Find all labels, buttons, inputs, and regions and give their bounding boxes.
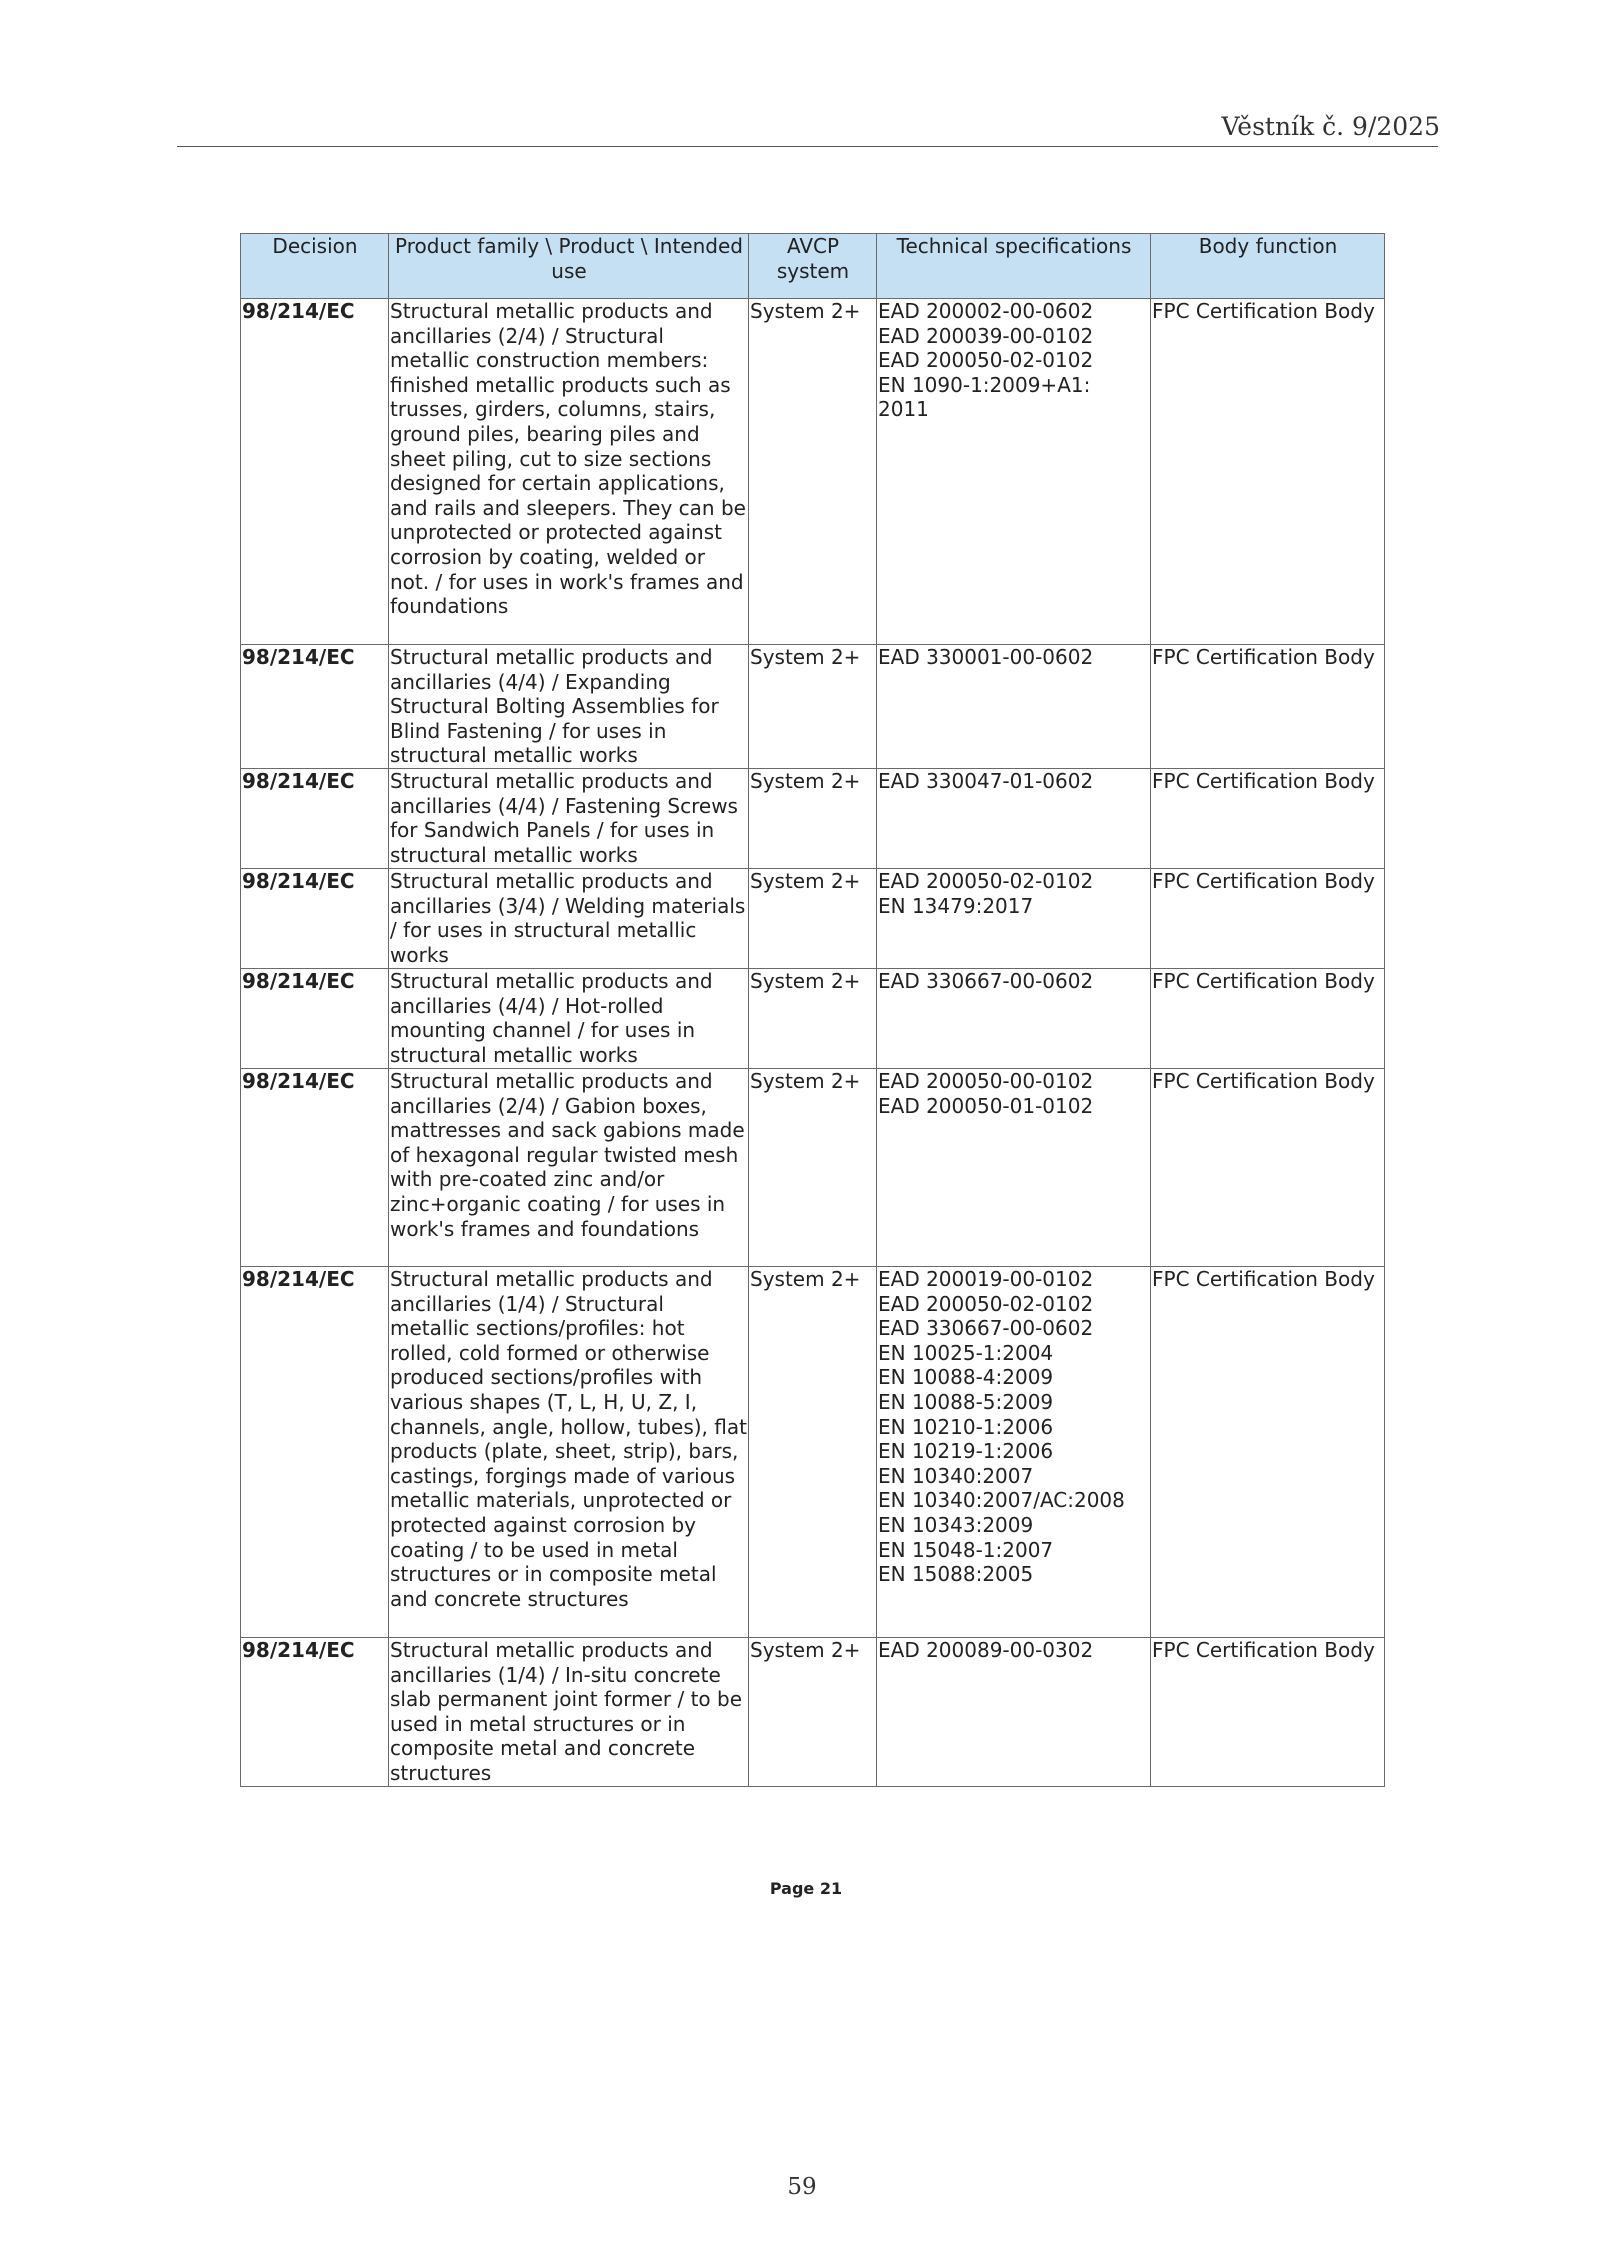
avcp-cell: System 2+ [749, 299, 877, 645]
table-row [241, 1638, 1385, 1787]
decision-cell: 98/214/EC [241, 769, 389, 869]
specifications-cell: EAD 200050-02-0102 EN 13479:2017 [877, 869, 1151, 969]
table-row [241, 645, 1385, 769]
specifications-cell: EAD 200019-00-0102 EAD 200050-02-0102 EAD 330667-00-0602 EN 10025-1:2004 EN 10088-4:2009 EN 10088-5:2009 EN 10210-1:2006 EN 10219-1:2006 EN 10340:2007 EN 10340:2007/AC:2008 EN 10343:2009 EN 15048-1:2007 EN 15088:2005 [877, 1267, 1151, 1638]
product-cell: Structural metallic products and ancillaries (4/4) / Expanding Structural Bolting Assemblies for Blind Fastening / for uses in structural metallic works [389, 645, 749, 769]
body-function-cell: FPC Certification Body [1151, 769, 1385, 869]
avcp-cell: System 2+ [749, 969, 877, 1069]
body-function-cell: FPC Certification Body [1151, 1638, 1385, 1787]
specifications-cell: EAD 200002-00-0602 EAD 200039-00-0102 EAD 200050-02-0102 EN 1090-1:2009+A1: 2011 [877, 299, 1151, 645]
body-function-cell: FPC Certification Body [1151, 869, 1385, 969]
table-row [241, 1267, 1385, 1638]
avcp-cell: System 2+ [749, 645, 877, 769]
product-cell: Structural metallic products and ancillaries (1/4) / In-situ concrete slab permanent joint former / to be used in metal structures or in composite metal and concrete structures [389, 1638, 749, 1787]
body-function-cell: FPC Certification Body [1151, 1267, 1385, 1638]
product-cell: Structural metallic products and ancillaries (4/4) / Hot-rolled mounting channel / for uses in structural metallic works [389, 969, 749, 1069]
decision-cell: 98/214/EC [241, 1638, 389, 1787]
product-cell: Structural metallic products and ancillaries (3/4) / Welding materials / for uses in structural metallic works [389, 869, 749, 969]
table-row [241, 869, 1385, 969]
avcp-cell: System 2+ [749, 1069, 877, 1267]
decision-cell: 98/214/EC [241, 645, 389, 769]
table-row [241, 769, 1385, 869]
column-header-specifications: Technical specifications [877, 234, 1151, 299]
avcp-cell: System 2+ [749, 1638, 877, 1787]
specifications-cell: EAD 200050-00-0102 EAD 200050-01-0102 [877, 1069, 1151, 1267]
page-label: Page 21 [769, 1879, 843, 1898]
table-header-row [241, 234, 1385, 299]
column-header-product: Product family \ Product \ Intended use [389, 234, 749, 299]
avcp-cell: System 2+ [749, 869, 877, 969]
decision-cell: 98/214/EC [241, 299, 389, 645]
column-header-avcp: AVCP system [749, 234, 877, 299]
product-cell: Structural metallic products and ancillaries (1/4) / Structural metallic sections/profiles: hot rolled, cold formed or otherwise produced sections/profiles with various shapes (T, L, H, U, Z, I, channels, angle, hollow, tubes), flat products (plate, sheet, strip), bars, castings, forgings made of various metallic materials, unprotected or protected against corrosion by coating / to be used in metal structures or in composite metal and concrete structures [389, 1267, 749, 1638]
decision-cell: 98/214/EC [241, 969, 389, 1069]
decision-cell: 98/214/EC [241, 1267, 389, 1638]
table-row [241, 1069, 1385, 1267]
product-cell: Structural metallic products and ancillaries (2/4) / Structural metallic construction members: finished metallic products such as trusses, girders, columns, stairs, ground piles, bearing piles and sheet piling, cut to size sections designed for certain applications, and rails and sleepers. They can be unprotected or protected against corrosion by coating, welded or not. / for uses in work's frames and foundations [389, 299, 749, 645]
specifications-cell: EAD 200089-00-0302 [877, 1638, 1151, 1787]
specifications-cell: EAD 330047-01-0602 [877, 769, 1151, 869]
specifications-cell: EAD 330001-00-0602 [877, 645, 1151, 769]
decision-cell: 98/214/EC [241, 869, 389, 969]
bulletin-title: Věstník č. 9/2025 [1221, 112, 1440, 141]
page-number: 59 [787, 2174, 817, 2200]
product-cell: Structural metallic products and ancillaries (4/4) / Fastening Screws for Sandwich Panels / for uses in structural metallic works [389, 769, 749, 869]
header-rule [177, 146, 1438, 147]
avcp-cell: System 2+ [749, 1267, 877, 1638]
body-function-cell: FPC Certification Body [1151, 299, 1385, 645]
table-row [241, 969, 1385, 1069]
certification-table [240, 233, 1385, 1787]
body-function-cell: FPC Certification Body [1151, 1069, 1385, 1267]
column-header-body-function: Body function [1151, 234, 1385, 299]
body-function-cell: FPC Certification Body [1151, 969, 1385, 1069]
decision-cell: 98/214/EC [241, 1069, 389, 1267]
table-row [241, 299, 1385, 645]
avcp-cell: System 2+ [749, 769, 877, 869]
specifications-cell: EAD 330667-00-0602 [877, 969, 1151, 1069]
body-function-cell: FPC Certification Body [1151, 645, 1385, 769]
column-header-decision: Decision [241, 234, 389, 299]
product-cell: Structural metallic products and ancillaries (2/4) / Gabion boxes, mattresses and sack gabions made of hexagonal regular twisted mesh with pre-coated zinc and/or zinc+organic coating / for uses in work's frames and foundations [389, 1069, 749, 1267]
